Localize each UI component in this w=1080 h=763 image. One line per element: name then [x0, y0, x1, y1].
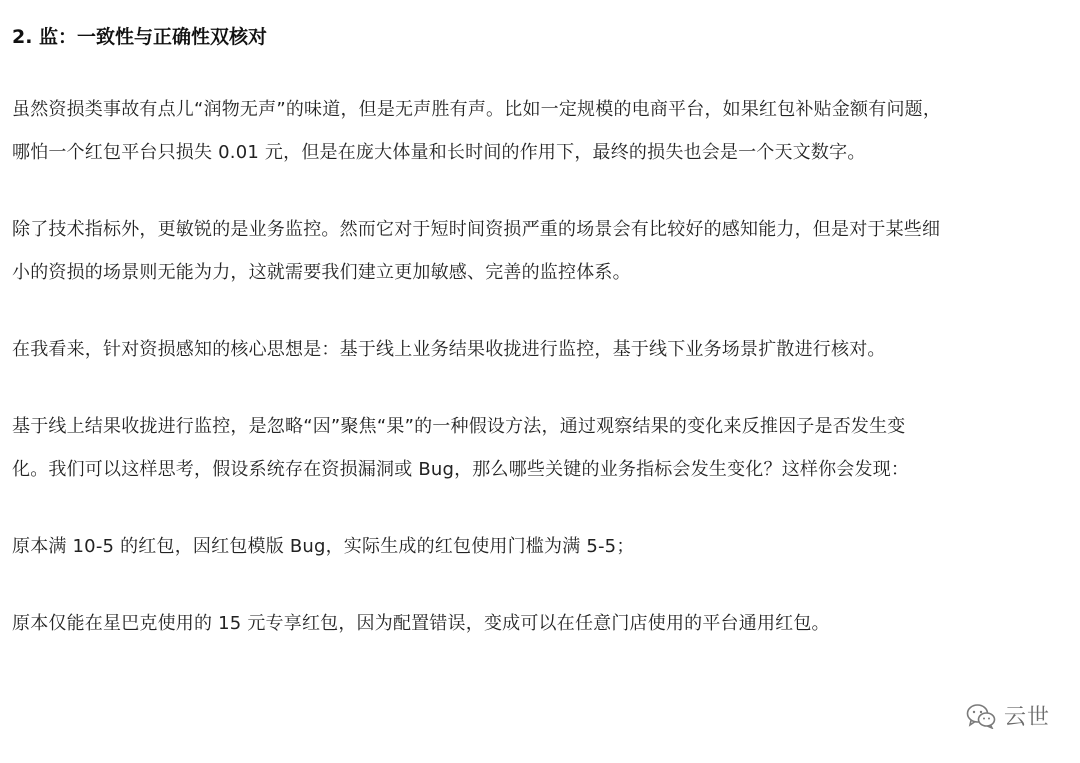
wechat-icon [966, 703, 996, 729]
paragraph-4 [12, 405, 1068, 491]
paragraph-6 [12, 602, 1068, 645]
paragraph-line: 原本满 10-5 的红包，因红包模版 Bug，实际生成的红包使用门槛为满 5-5； [12, 536, 635, 557]
section-heading: 2. 监：一致性与正确性双核对 [12, 26, 268, 48]
paragraph-line: 小的资损的场景则无能为力，这就需要我们建立更加敏感、完善的监控体系。 [12, 262, 631, 283]
paragraph-line: 化。我们可以这样思考，假设系统存在资损漏洞或 Bug，那么哪些关键的业务指标会发生变化？这样你会发现： [12, 459, 910, 480]
paragraph-line: 原本仅能在星巴克使用的 15 元专享红包，因为配置错误，变成可以在任意门店使用的平台通用红包。 [12, 613, 830, 634]
paragraph-2 [12, 208, 1068, 294]
paragraph-line: 哪怕一个红包平台只损失 0.01 元，但是在庞大体量和长时间的作用下，最终的损失也会是一个天文数字。 [12, 142, 866, 163]
article [12, 22, 1068, 679]
paragraph-line: 在我看来，针对资损感知的核心思想是：基于线上业务结果收拢进行监控，基于线下业务场景扩散进行核对。 [12, 339, 886, 360]
paragraph-5 [12, 525, 1068, 568]
paragraph-3 [12, 328, 1068, 371]
watermark [966, 700, 1050, 731]
paragraph-line: 除了技术指标外，更敏锐的是业务监控。然而它对于短时间资损严重的场景会有比较好的感知能力，但是对于某些细 [12, 219, 941, 240]
paragraph-line: 虽然资损类事故有点儿“润物无声”的味道，但是无声胜有声。比如一定规模的电商平台，如果红包补贴金额有问题， [12, 99, 942, 120]
watermark-text: 云世 [1003, 705, 1050, 730]
paragraph-line: 基于线上结果收拢进行监控，是忽略“因”聚焦“果”的一种假设方法，通过观察结果的变化来反推因子是否发生变 [12, 416, 906, 437]
paragraph-1 [12, 88, 1068, 174]
